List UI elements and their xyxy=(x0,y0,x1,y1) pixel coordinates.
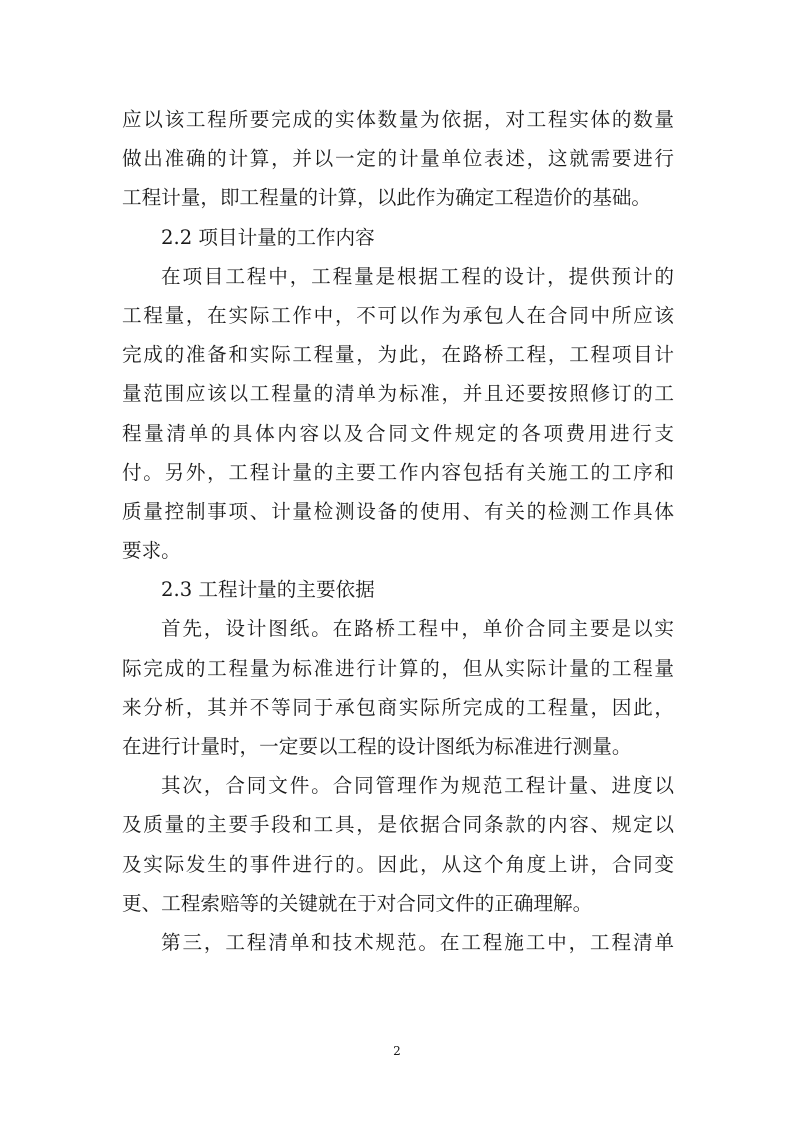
text-line: 际完成的工程量为标准进行计算的，但从实际计量的工程量 xyxy=(122,656,674,680)
text-line: 更、工程索赔等的关键就在于对合同文件的正确理解。 xyxy=(122,891,593,915)
text-line: 工程量，在实际工作中，不可以作为承包人在合同中所应该 xyxy=(122,303,674,327)
text-line: 完成的准备和实际工程量，为此，在路桥工程，工程项目计 xyxy=(122,343,674,367)
text-line: 第三，工程清单和技术规范。在工程施工中，工程清单 xyxy=(161,930,674,954)
text-line: 其次，合同文件。合同管理作为规范工程计量、进度以 xyxy=(161,774,674,798)
text-line: 质量控制事项、计量检测设备的使用、有关的检测工作具体 xyxy=(122,499,674,523)
text-line: 量范围应该以工程量的清单为标准，并且还要按照修订的工 xyxy=(122,382,674,406)
paragraph xyxy=(122,923,674,962)
page-number: 2 xyxy=(393,1044,401,1058)
page-body xyxy=(122,100,674,962)
text-line: 来分析，其并不等同于承包商实际所完成的工程量，因此， xyxy=(122,695,674,719)
text-line: 程量清单的具体内容以及合同文件规定的各项费用进行支 xyxy=(122,421,674,445)
paragraph xyxy=(122,766,674,923)
section-heading-2-2: 2.2 项目计量的工作内容 xyxy=(161,225,375,249)
text-line: 要求。 xyxy=(122,539,181,563)
paragraph xyxy=(122,100,674,218)
text-line: 应以该工程所要完成的实体数量为依据，对工程实体的数量 xyxy=(122,108,674,131)
text-line: 及质量的主要手段和工具，是依据合同条款的内容、规定以 xyxy=(122,813,674,837)
text-line: 首先，设计图纸。在路桥工程中，单价合同主要是以实 xyxy=(161,617,674,641)
section-heading-2-3: 2.3 工程计量的主要依据 xyxy=(161,578,375,602)
text-line: 在进行计量时，一定要以工程的设计图纸为标准进行测量。 xyxy=(122,735,632,758)
text-line: 在项目工程中，工程量是根据工程的设计，提供预计的 xyxy=(161,264,674,288)
text-line: 做出准确的计算，并以一定的计量单位表述，这就需要进行 xyxy=(122,147,674,171)
text-line: 工程计量，即工程量的计算，以此作为确定工程造价的基础。 xyxy=(122,186,652,210)
text-line: 及实际发生的事件进行的。因此，从这个角度上讲，合同变 xyxy=(122,852,674,876)
paragraph xyxy=(122,257,674,571)
text-line: 付。另外，工程计量的主要工作内容包括有关施工的工序和 xyxy=(122,460,674,484)
paragraph xyxy=(122,609,674,766)
